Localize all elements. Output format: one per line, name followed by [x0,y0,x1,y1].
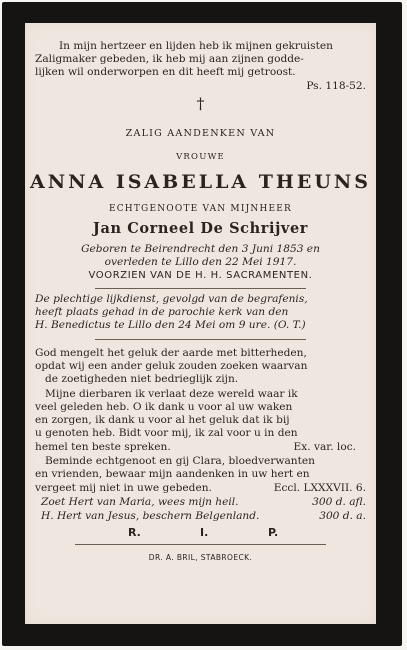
spouse-name: Jan Corneel De Schrijver [92,220,309,237]
prayer-1 [25,496,376,509]
text2-line-5 [25,441,376,454]
prayer-1-text: Zoet Hert van Maria, wees mijn heil. [41,496,239,508]
header-vrouwe: VROUWE [176,152,225,162]
quote-reference: Ps. 118-52. [306,80,366,92]
text3-line-1: Beminde echtgenoot en gij Clara, bloedverwanten [45,455,315,467]
text3-reference: Eccl. LXXXVII. 6. [273,482,366,494]
text3-line-3 [25,482,376,495]
header-zalig: ZALIG AANDENKEN VAN [125,128,276,139]
divider-3 [75,544,326,545]
text2-line-3: en zorgen, ik dank u voor al het geluk dat ik bij [35,414,290,426]
text1-line-1: God mengelt het geluk der aarde met bitterheden, [35,347,307,359]
cross-icon: † [196,94,205,113]
text2-last: hemel ten beste spreken. [35,441,171,453]
sacraments-line: VOORZIEN VAN DE H. H. SACRAMENTEN. [88,270,313,281]
rip-r: R. [128,526,141,539]
spouse-intro: ECHTGENOOTE VAN MIJNHEER [108,204,293,214]
quote-line-2: Zaligmaker gebeden, ik heb mij aan zijnen godde- [35,53,304,65]
funeral-line-1: De plechtige lijkdienst, gevolgd van de begrafenis, [35,293,308,305]
text2-line-1: Mijne dierbaren ik verlaat deze wereld waar ik [45,388,298,400]
rip-p: P. [268,526,279,539]
divider-1 [95,288,306,289]
text2-line-2: veel geleden heb. O ik dank u voor al uw waken [35,401,293,413]
text3-last: vergeet mij niet in uwe gebeden. [35,482,212,494]
death-line: overleden te Lillo den 22 Mei 1917. [104,256,297,268]
prayer-2 [25,510,376,523]
quote-line-1: In mijn hertzeer en lijden heb ik mijnen gekruisten [59,40,333,52]
divider-2 [95,339,306,340]
deceased-name: ANNA ISABELLA THEUNS [29,171,372,193]
text1-line-3: de zoetigheden niet bedrieglijk zijn. [45,373,239,385]
printer-line: DR. A. BRIL, STABROECK. [148,553,253,562]
prayer-2-indulgence: 300 d. a. [319,510,366,522]
quote-line-3: lijken wil onderworpen en dit heeft mij getroost. [35,66,296,78]
funeral-line-2: heeft plaats gehad in de parochie kerk van den [35,306,289,318]
text3-line-2: en vrienden, bewaar mijn aandenken in uw hert en [35,468,310,480]
prayer-1-indulgence: 300 d. afl. [312,496,366,508]
card-paper [25,23,376,624]
funeral-line-3: H. Benedictus te Lillo den 24 Mei om 9 ure. (O. T.) [35,319,306,331]
text1-line-2: opdat wij een ander geluk zouden zoeken waarvan [35,360,308,372]
birth-line: Geboren te Beirendrecht den 3 Juni 1853 en [81,243,320,255]
prayer-2-text: H. Hert van Jesus, beschern Belgenland. [41,510,260,522]
rip-i: I. [200,526,209,539]
text2-reference: Ex. var. loc. [293,441,356,453]
mourning-card [2,2,402,646]
text2-line-4: u genoten heb. Bidt voor mij, ik zal voor u in den [35,427,298,439]
